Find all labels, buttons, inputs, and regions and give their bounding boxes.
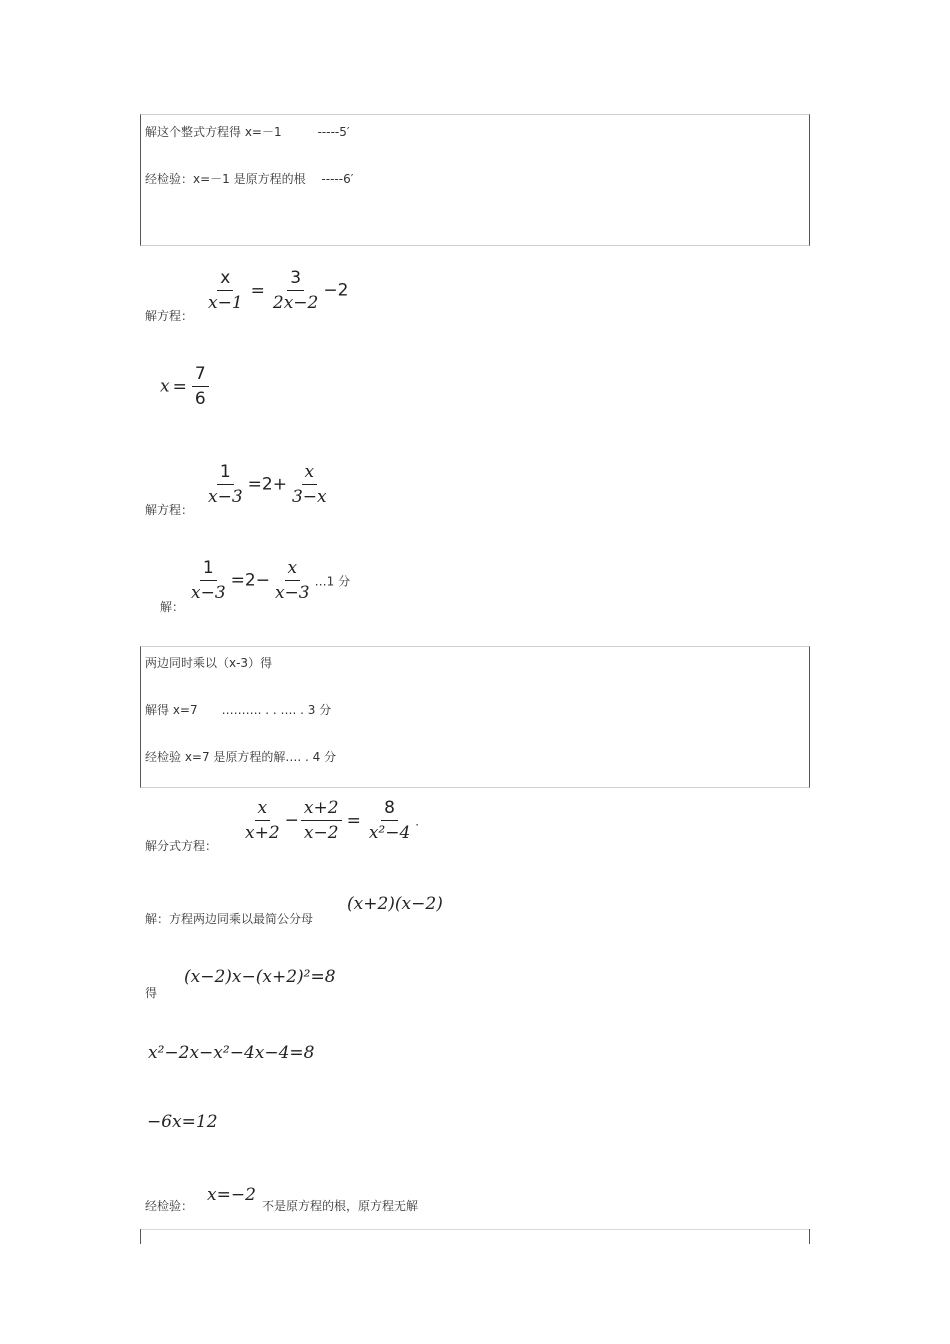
check-equation: x=−2 — [207, 1185, 256, 1205]
box2-line-3: 经检验 x=7 是原方程的解…. . 4 分 — [145, 750, 337, 764]
check-label: 经检验： — [145, 1199, 194, 1213]
fraction: $\frac{x}{3-x}$ — [291, 462, 327, 507]
bottom-box-top-border — [140, 1229, 810, 1230]
fraction: $\frac{1}{x-3}$ — [208, 462, 243, 507]
fraction: $\frac{8}{\text{x²−4}}$ — [368, 798, 411, 843]
problem-1-answer: x = $\frac{7}{6}$ — [160, 364, 211, 409]
box2-line-2: 解得 x=7 ………. . . …. . 3 分 — [145, 703, 332, 717]
fraction: $\frac{7}{6}$ — [192, 364, 209, 409]
problem-1-label: 解方程： — [145, 309, 194, 323]
problem-3-solution-text: 解：方程两边同乘以最简公分母 — [145, 912, 314, 926]
problem-3-label: 解分式方程： — [145, 839, 218, 853]
step-equation-3: −6x=12 — [147, 1112, 218, 1132]
fraction: $\frac{3}{2x-2}$ — [272, 268, 319, 313]
box2-line-1: 两边同时乘以（x-3）得 — [145, 656, 273, 670]
check-conclusion: 不是原方程的根，原方程无解 — [262, 1199, 419, 1213]
problem-3-equation: $\frac{x}{x+2}$ − $\frac{x+2}{x-2}$ = $\frac{8}{\text{x²−4}}$ . — [240, 798, 419, 843]
fraction: $\frac{x}{x-3}$ — [274, 558, 310, 603]
fraction: $\frac{x+2}{x-2}$ — [301, 798, 342, 843]
common-denominator: (x+2)(x−2) — [347, 894, 443, 914]
problem-2-label: 解方程： — [145, 503, 194, 517]
problem-2-solution-label: 解： — [160, 600, 185, 614]
step-equation-2: x²−2x−x²−4x−4=8 — [148, 1043, 315, 1063]
problem-2-equation: $\frac{1}{x-3}$ =2+ $\frac{x}{3-x}$ — [203, 462, 332, 507]
fraction: $\frac{x}{x-1}$ — [208, 268, 243, 313]
problem-1-equation: $\frac{x}{x-1}$ = $\frac{3}{2x-2}$ −2 — [203, 268, 348, 313]
box1-line-2: 经检验：x=－1 是原方程的根 -----6′ — [145, 172, 354, 186]
problem-2-solution-equation: $\frac{1}{x-3}$ =2− $\frac{x}{x-3}$ …1 分 — [186, 558, 350, 603]
step-equation-1: (x−2)x−(x+2)²=8 — [184, 967, 336, 987]
bottom-box-right-border — [809, 1229, 810, 1244]
bottom-box-left-border — [140, 1229, 141, 1244]
problem-3-step-label: 得 — [145, 986, 158, 1000]
fraction: $\frac{x}{x+2}$ — [245, 798, 280, 843]
box1-line-1: 解这个整式方程得 x=－1 -----5′ — [145, 125, 350, 139]
fraction: $\frac{1}{x-3}$ — [191, 558, 226, 603]
